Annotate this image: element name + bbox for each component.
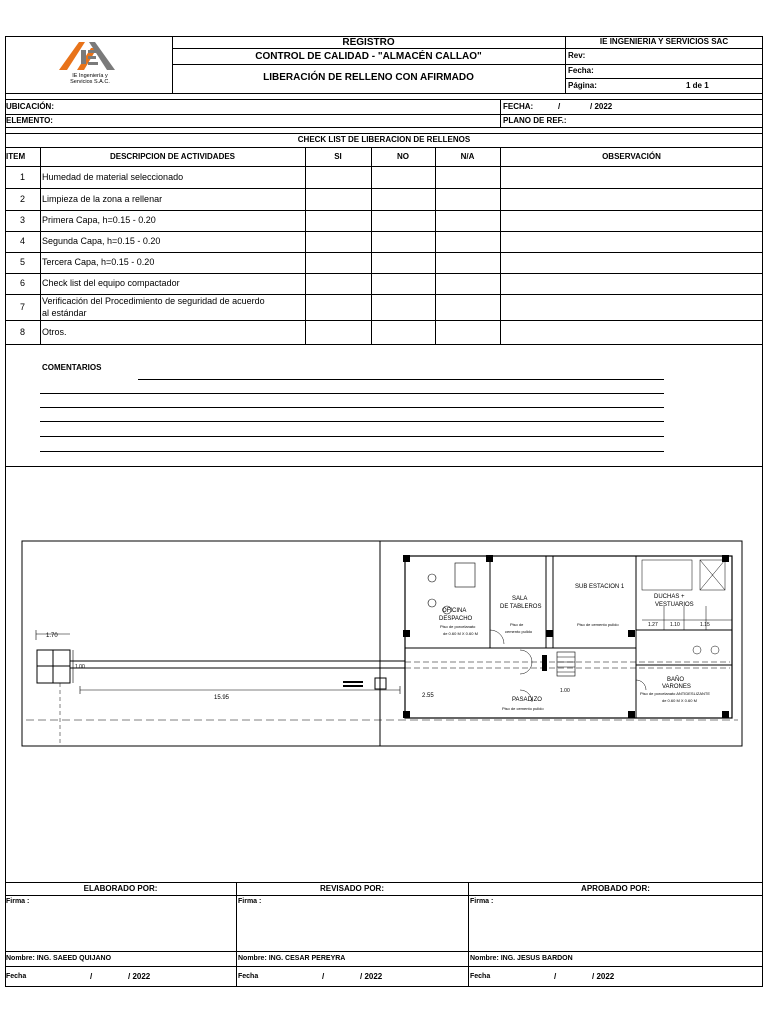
room-oficina: OFICINA (442, 608, 467, 614)
row-7-desc-line2: al estándar (42, 308, 87, 318)
dim-127: 1.27 (648, 622, 658, 628)
header-fecha-label: Fecha: (568, 66, 594, 75)
dim-100: 1.00 (75, 664, 85, 670)
dim-255: 2.55 (422, 693, 434, 699)
fecha-3-label: Fecha (470, 973, 491, 980)
dim-100b: 1.00 (560, 688, 570, 694)
row-4-num: 4 (19, 236, 25, 246)
info-fecha-slash: / (558, 102, 561, 111)
info-fecha-label: FECHA: (503, 102, 534, 111)
room-sala-floor-2: cemento pulido (505, 629, 533, 634)
row-2-num: 2 (19, 194, 25, 204)
registro-title: REGISTRO (342, 37, 395, 48)
nombre-3: Nombre: ING. JESUS BARDON (470, 955, 573, 962)
revisado-label: REVISADO POR: (319, 884, 384, 893)
col-si: SI (334, 152, 342, 161)
firma-3: Firma : (470, 898, 494, 905)
col-desc: DESCRIPCION DE ACTIVIDADES (109, 152, 236, 161)
room-pasadizo-floor: Piso de cemento pulido (502, 706, 544, 711)
room-sala-2: DE TABLEROS (500, 604, 542, 610)
company-name: IE INGENIERIA Y SERVICIOS SAC (599, 37, 729, 46)
row-7-desc: Verificación del Procedimiento de seguridad de acuerdo (42, 297, 265, 306)
room-oficina-2: DESPACHO (439, 616, 473, 622)
liberacion-title: LIBERACIÓN DE RELLENO CON AFIRMADO (263, 72, 474, 83)
room-duchas: DUCHAS + (654, 594, 685, 600)
room-sala-floor: Piso de (510, 622, 524, 627)
company-caption-line1: IE Ingeniería y (72, 73, 108, 79)
fecha-3-slash: / (554, 972, 557, 981)
room-oficina-floor-2: de 0.60 M X 0.60 M (443, 631, 478, 636)
rev-label: Rev: (568, 51, 586, 60)
room-bano-floor-2: de 0.60 M X 0.60 M (662, 698, 697, 703)
room-oficina-floor: Piso de porcelanato (440, 624, 476, 629)
info-fecha-year: / 2022 (590, 102, 613, 111)
dim-170: 1.70 (46, 633, 58, 639)
nombre-1: Nombre: ING. SAEED QUIJANO (6, 955, 112, 962)
row-8-num: 8 (19, 327, 25, 337)
room-sub-estacion: SUB ESTACION 1 (575, 584, 625, 590)
company-caption-line2: Servicios S.A.C. (70, 79, 110, 85)
fecha-2-year: / 2022 (360, 972, 383, 981)
room-duchas-2: VESTUARIOS (655, 602, 694, 608)
col-no: NO (397, 152, 409, 161)
fecha-2-slash: / (322, 972, 325, 981)
row-4-desc: Segunda Capa, h=0.15 - 0.20 (42, 236, 161, 246)
room-pasadizo: PASADIZO (512, 697, 542, 703)
dim-110: 1.10 (670, 622, 680, 628)
dim-115: 1.15 (700, 622, 710, 628)
room-bano-floor: Piso de porcelanato ANTIDESLIZANTE (640, 691, 711, 696)
nombre-2: Nombre: ING. CESAR PEREYRA (238, 955, 346, 962)
room-sub-floor: Piso de cemento pulido (577, 622, 619, 627)
elaborado-label: ELABORADO POR: (83, 884, 158, 893)
room-bano: BAÑO (667, 677, 685, 683)
fecha-1-label: Fecha (6, 973, 27, 980)
control-title: CONTROL DE CALIDAD - "ALMACÉN CALLAO" (255, 51, 482, 62)
row-1-desc: Humedad de material seleccionado (42, 172, 184, 182)
row-5-desc: Tercera Capa, h=0.15 - 0.20 (42, 257, 155, 267)
row-3-num: 3 (19, 215, 25, 225)
row-1-num: 1 (19, 172, 25, 182)
col-obs: OBSERVACIÓN (602, 152, 661, 161)
pagina-label: Página: (568, 81, 597, 90)
comentarios-label: COMENTARIOS (42, 363, 102, 372)
checklist-title: CHECK LIST DE LIBERACION DE RELLENOS (297, 135, 471, 144)
elemento-label: ELEMENTO: (6, 116, 53, 125)
plano-label: PLANO DE REF.: (503, 116, 567, 125)
col-item: ITEM (6, 152, 26, 161)
firma-1: Firma : (6, 898, 30, 905)
firma-2: Firma : (238, 898, 262, 905)
row-6-num: 6 (19, 278, 25, 288)
room-bano-2: VARONES (662, 684, 691, 690)
pagina-value: 1 de 1 (686, 81, 709, 90)
ubicacion-label: UBICACIÓN: (6, 102, 54, 111)
aprobado-label: APROBADO POR: (581, 884, 650, 893)
row-6-desc: Check list del equipo compactador (42, 278, 180, 288)
row-7-num: 7 (19, 302, 25, 312)
row-2-desc: Limpieza de la zona a rellenar (42, 194, 163, 204)
fecha-1-slash: / (90, 972, 93, 981)
row-8-desc: Otros. (42, 327, 67, 337)
dim-1595: 15.95 (214, 695, 230, 701)
row-3-desc: Primera Capa, h=0.15 - 0.20 (42, 215, 156, 225)
room-sala: SALA (512, 596, 528, 602)
fecha-1-year: / 2022 (128, 972, 151, 981)
fecha-2-label: Fecha (238, 973, 259, 980)
col-na: N/A (460, 152, 475, 161)
row-5-num: 5 (19, 257, 25, 267)
fecha-3-year: / 2022 (592, 972, 615, 981)
